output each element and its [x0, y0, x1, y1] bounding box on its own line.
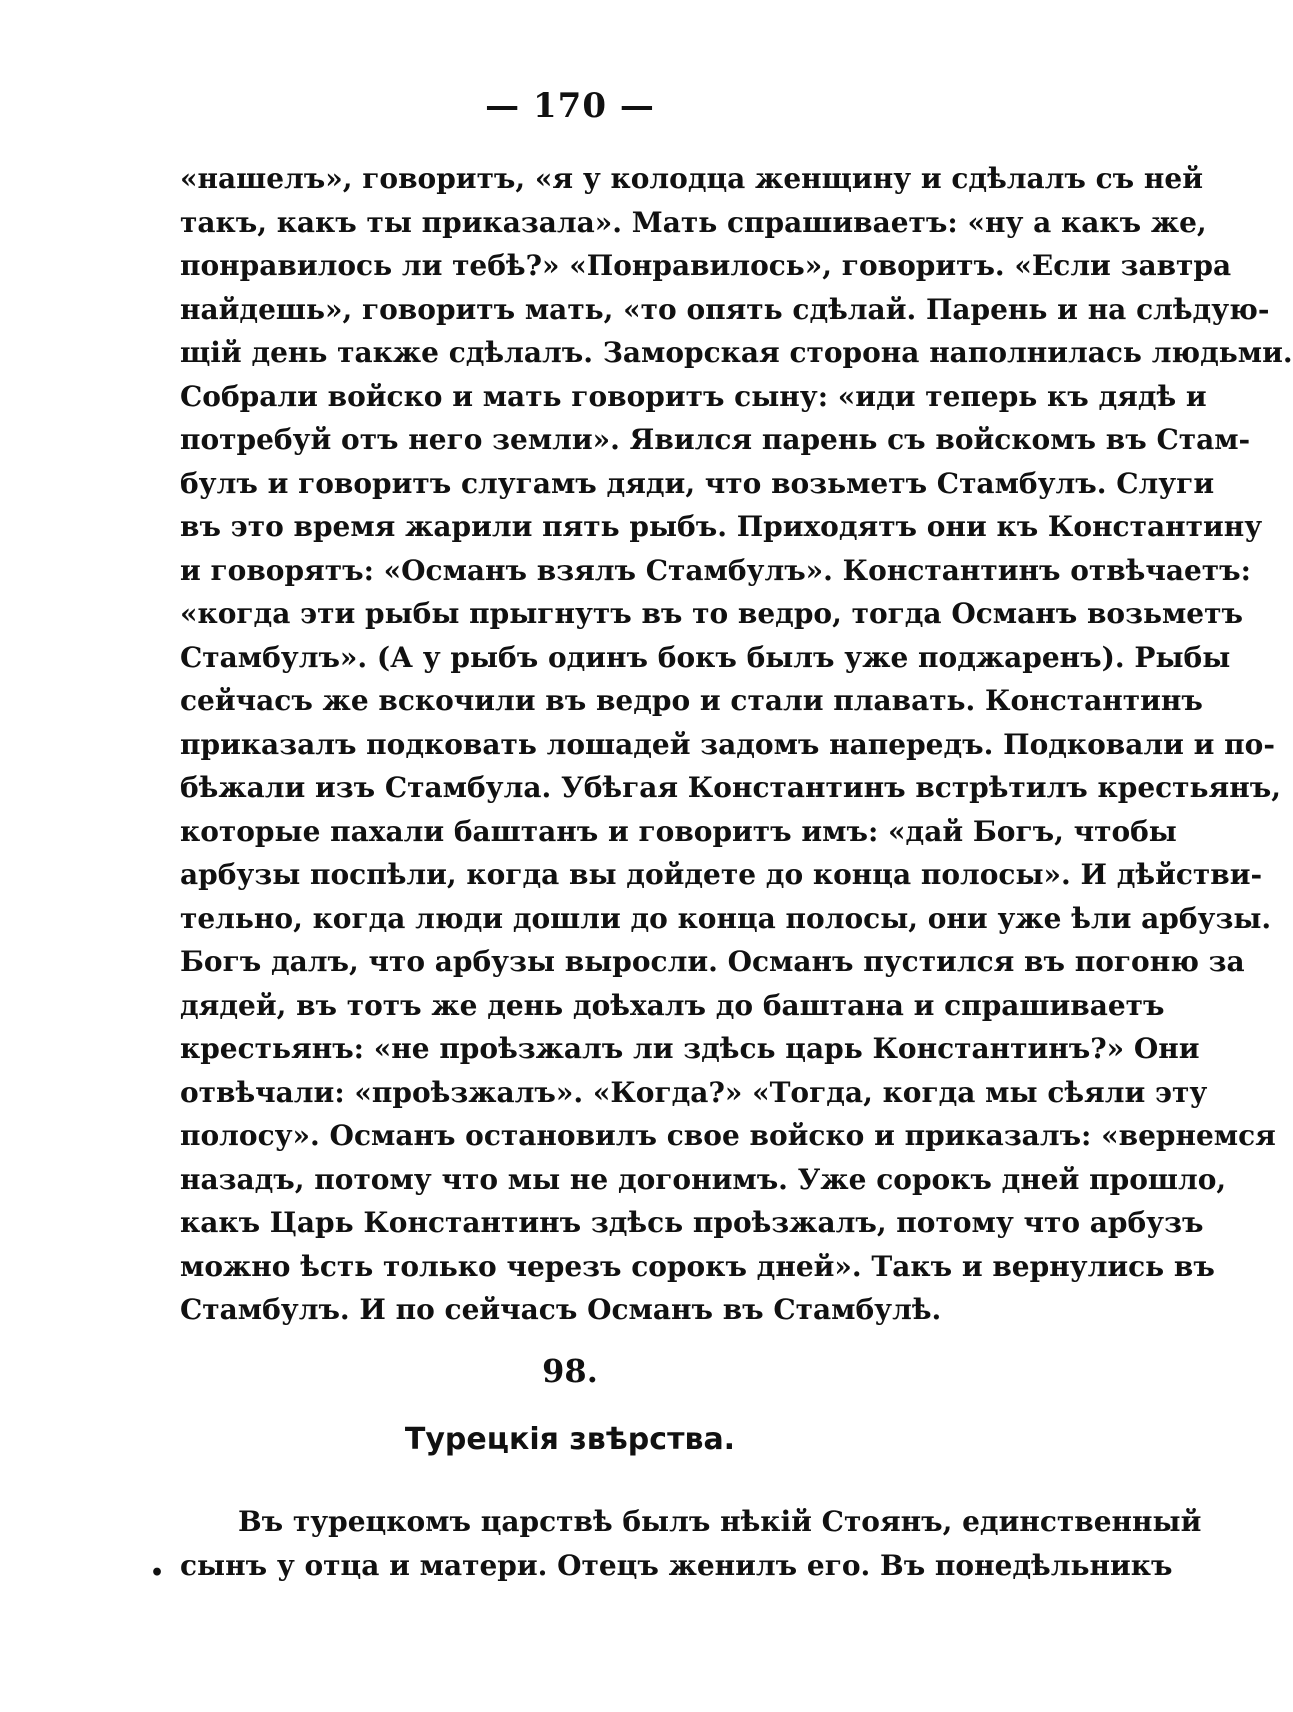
text-line: сынъ у отца и матери. Отецъ женилъ его. Въ понедѣльникъ	[180, 1548, 1173, 1582]
text-line: Стамбулъ. И по сейчасъ Османъ въ Стамбулѣ.	[180, 1293, 942, 1326]
text-line: булъ и говоритъ слугамъ дяди, что возьметъ Стамбулъ. Слуги	[180, 466, 1215, 500]
text-line: Стамбулъ». (А у рыбъ одинъ бокъ былъ уже поджаренъ). Рыбы	[180, 640, 1231, 674]
text-line: и говорятъ: «Османъ взялъ Стамбулъ». Константинъ отвѣчаетъ:	[180, 553, 1251, 587]
text-line: крестьянъ: «не проѣзжалъ ли здѣсь царь Константинъ?» Они	[180, 1032, 1200, 1065]
section-text	[180, 1500, 1202, 1587]
text-line: Богъ далъ, что арбузы выросли. Османъ пустился въ погоню за	[180, 945, 1245, 978]
text-line: можно ѣсть только черезъ сорокъ дней». Такъ и вернулись въ	[180, 1249, 1215, 1283]
text-line: въ это время жарили пять рыбъ. Приходятъ они къ Константину	[180, 510, 1263, 543]
text-line: сейчасъ же вскочили въ ведро и стали плавать. Константинъ	[180, 684, 1203, 717]
text-line: «нашелъ», говоритъ, «я у колодца женщину и сдѣлалъ съ ней	[180, 162, 1203, 195]
page-number: — 170 —	[485, 86, 655, 126]
text-line: дядей, въ тотъ же день доѣхалъ до баштана и спрашиваетъ	[180, 988, 1165, 1022]
text-line: полосу». Османъ остановилъ свое войско и приказалъ: «вернемся	[180, 1119, 1276, 1152]
text-line: понравилось ли тебѣ?» «Понравилось», говоритъ. «Если завтра	[180, 249, 1232, 282]
body-text	[180, 157, 1293, 1332]
text-line: «когда эти рыбы прыгнутъ въ то ведро, тогда Османъ возьметъ	[180, 597, 1243, 630]
text-line: арбузы поспѣли, когда вы дойдете до конца полосы». И дѣйстви-	[180, 858, 1263, 891]
text-line: Въ турецкомъ царствѣ былъ нѣкій Стоянъ, единственный	[238, 1505, 1202, 1538]
text-line: щій день также сдѣлалъ. Заморская сторона наполнилась людьми.	[180, 336, 1293, 369]
section-number: 98.	[542, 1352, 598, 1390]
text-line: приказалъ подковать лошадей задомъ напередъ. Подковали и по-	[180, 727, 1275, 761]
text-line: какъ Царь Константинъ здѣсь проѣзжалъ, потому что арбузъ	[180, 1206, 1204, 1239]
text-line: отвѣчали: «проѣзжалъ». «Когда?» «Тогда, когда мы сѣяли эту	[180, 1075, 1208, 1109]
text-line: такъ, какъ ты приказала». Мать спрашиваетъ: «ну а какъ же,	[180, 205, 1207, 239]
section-title: Турецкія звѣрства.	[404, 1422, 736, 1457]
text-line: которые пахали баштанъ и говоритъ имъ: «дай Богъ, чтобы	[180, 814, 1177, 848]
text-line: бѣжали изъ Стамбула. Убѣгая Константинъ встрѣтилъ крестьянъ,	[180, 771, 1281, 804]
text-line: назадъ, потому что мы не догонимъ. Уже сорокъ дней прошло,	[180, 1162, 1227, 1196]
text-line: найдешь», говоритъ мать, «то опять сдѣлай. Парень и на слѣдую-	[180, 292, 1270, 326]
text-line: потребуй отъ него земли». Явился парень съ войскомъ въ Стам-	[180, 423, 1251, 456]
text-line: Собрали войско и мать говоритъ сыну: «иди теперь къ дядѣ и	[180, 379, 1207, 413]
text-line: тельно, когда люди дошли до конца полосы, они уже ѣли арбузы.	[180, 901, 1272, 935]
margin-mark: •	[150, 1560, 165, 1586]
